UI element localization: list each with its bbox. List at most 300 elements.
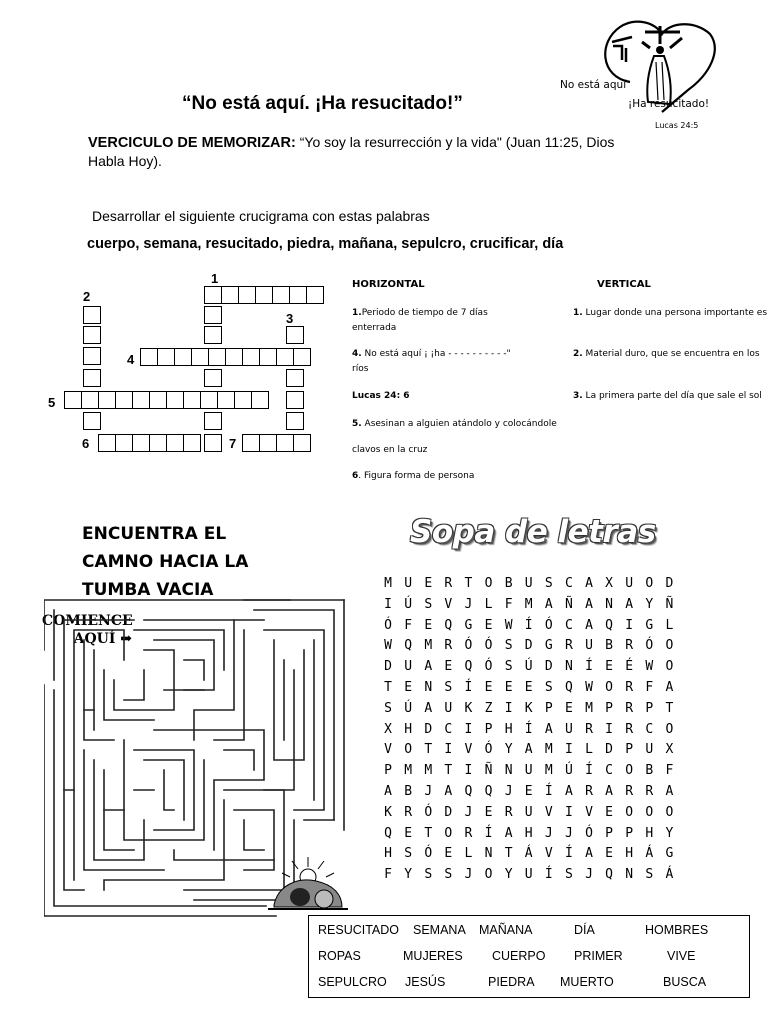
word-search-letter[interactable]: É bbox=[625, 659, 634, 675]
word-search-letter[interactable]: Ú bbox=[404, 596, 413, 612]
crossword-cell[interactable] bbox=[286, 326, 304, 344]
word-search-letter[interactable]: D bbox=[605, 742, 613, 758]
word-search-letter[interactable]: Í bbox=[544, 784, 553, 799]
word-search-letter[interactable]: B bbox=[605, 638, 613, 654]
crossword-cell[interactable] bbox=[225, 348, 243, 366]
crossword-cell[interactable] bbox=[204, 306, 222, 324]
word-search-letter[interactable]: Í bbox=[585, 659, 593, 675]
word-search-letter[interactable]: Q bbox=[464, 659, 473, 675]
verse-label: VERCICULO DE MEMORIZAR: bbox=[88, 135, 296, 151]
word-search-letter[interactable]: C bbox=[564, 576, 573, 591]
word-search-letter[interactable]: E bbox=[444, 846, 453, 862]
word-search-letter[interactable]: A bbox=[524, 742, 533, 758]
word-search-letter[interactable]: H bbox=[625, 846, 634, 862]
word-search-letter[interactable]: X bbox=[605, 576, 613, 591]
word-search-letter[interactable]: Ó bbox=[424, 846, 433, 862]
crossword-cell[interactable] bbox=[115, 391, 133, 409]
word-search-letter[interactable]: N bbox=[484, 846, 493, 862]
word-search-letter[interactable]: Ó bbox=[544, 617, 553, 633]
word-search-letter[interactable]: R bbox=[504, 804, 513, 820]
word-search-letter[interactable]: M bbox=[544, 763, 553, 779]
word-search-letter[interactable]: W bbox=[645, 659, 654, 675]
word-search-letter[interactable]: M bbox=[384, 576, 392, 591]
word-search-letter[interactable]: W bbox=[384, 638, 392, 654]
word-search-letter[interactable]: A bbox=[585, 846, 593, 862]
word-search-letter[interactable]: S bbox=[444, 867, 453, 883]
crossword-cell[interactable] bbox=[132, 434, 150, 452]
word-search-letter[interactable]: E bbox=[524, 784, 533, 799]
word-bank-item: ROPAS bbox=[318, 949, 361, 963]
word-search-letter[interactable]: O bbox=[444, 825, 453, 841]
word-search-letter[interactable]: Ñ bbox=[564, 596, 573, 612]
crossword-cell[interactable] bbox=[286, 391, 304, 409]
word-search-letter[interactable]: E bbox=[605, 846, 613, 862]
word-search-letter[interactable]: V bbox=[544, 804, 553, 820]
word-bank-item: PRIMER bbox=[574, 949, 623, 963]
word-search-letter[interactable]: A bbox=[444, 784, 453, 799]
word-search-letter[interactable]: O bbox=[665, 659, 674, 675]
clue-number-1: 1 bbox=[211, 271, 219, 286]
crossword-cell[interactable] bbox=[238, 286, 256, 304]
crossword-cell[interactable] bbox=[83, 369, 101, 387]
word-search-letter[interactable]: I bbox=[444, 742, 453, 758]
word-search-letter[interactable]: K bbox=[384, 804, 392, 820]
word-search-letter[interactable]: G bbox=[645, 617, 654, 633]
word-search-letter[interactable]: E bbox=[484, 617, 493, 633]
word-search-letter[interactable]: S bbox=[424, 596, 433, 612]
word-search-letter[interactable]: D bbox=[444, 804, 453, 820]
word-bank-item: PIEDRA bbox=[488, 975, 535, 989]
word-search-letter[interactable]: E bbox=[605, 659, 613, 675]
word-search-letter[interactable]: U bbox=[524, 763, 533, 779]
word-search-letter[interactable]: Ó bbox=[424, 804, 433, 820]
crossword-cell[interactable] bbox=[98, 434, 116, 452]
word-search-letter[interactable]: J bbox=[504, 784, 513, 799]
word-search-letter[interactable]: A bbox=[544, 596, 553, 612]
crossword-cell[interactable] bbox=[83, 347, 101, 365]
crossword-cell[interactable] bbox=[191, 348, 209, 366]
word-search-letter[interactable]: A bbox=[585, 576, 593, 591]
crossword-cell[interactable] bbox=[221, 286, 239, 304]
word-search-letter[interactable]: R bbox=[625, 700, 634, 716]
word-search-letter[interactable]: R bbox=[625, 680, 634, 695]
word-search-letter[interactable]: I bbox=[564, 742, 573, 758]
word-search-letter[interactable]: Q bbox=[404, 638, 413, 654]
word-search-letter[interactable]: R bbox=[585, 784, 593, 799]
word-search-letter[interactable]: S bbox=[504, 659, 513, 675]
word-search-letter[interactable]: Ó bbox=[484, 659, 493, 675]
word-search-letter[interactable]: W bbox=[585, 680, 593, 695]
word-search-letter[interactable]: M bbox=[404, 763, 413, 779]
word-search-letter[interactable]: S bbox=[404, 846, 413, 862]
word-search-letter[interactable]: J bbox=[544, 825, 553, 841]
word-search-letter[interactable]: E bbox=[524, 680, 533, 695]
word-search-letter[interactable]: Z bbox=[484, 700, 493, 716]
word-search-letter[interactable]: O bbox=[665, 721, 674, 737]
word-search-letter[interactable]: F bbox=[645, 680, 654, 695]
crossword-cell[interactable] bbox=[204, 326, 222, 344]
crossword-cell[interactable] bbox=[204, 369, 222, 387]
word-search-letter[interactable]: R bbox=[645, 784, 654, 799]
word-search-letter[interactable]: O bbox=[605, 680, 613, 695]
word-search-letter[interactable]: X bbox=[384, 721, 392, 737]
word-search-letter[interactable]: O bbox=[484, 576, 493, 591]
word-search-letter[interactable]: Y bbox=[504, 742, 513, 758]
word-search-letter[interactable]: S bbox=[504, 638, 513, 654]
word-search-letter[interactable]: E bbox=[504, 680, 513, 695]
crossword-cell[interactable] bbox=[293, 348, 311, 366]
word-search-letter[interactable]: S bbox=[384, 700, 392, 716]
word-search-letter[interactable]: Ó bbox=[384, 617, 392, 633]
word-search-letter[interactable]: V bbox=[384, 742, 392, 758]
word-search-letter[interactable]: Q bbox=[605, 617, 613, 633]
crossword-cell[interactable] bbox=[286, 412, 304, 430]
word-search-row bbox=[378, 597, 698, 612]
word-search-letter[interactable]: R bbox=[444, 638, 453, 654]
word-search-letter[interactable]: O bbox=[645, 576, 654, 591]
word-search-letter[interactable]: A bbox=[384, 784, 392, 799]
word-search-letter[interactable]: Á bbox=[645, 846, 654, 862]
crossword-cell[interactable] bbox=[157, 348, 175, 366]
word-search-letter[interactable]: V bbox=[585, 804, 593, 820]
word-search-letter[interactable]: Á bbox=[524, 846, 533, 862]
word-search-letter[interactable]: A bbox=[504, 825, 513, 841]
word-search-letter[interactable]: U bbox=[524, 804, 533, 820]
word-search-letter[interactable]: V bbox=[444, 596, 453, 612]
word-search-letter[interactable]: A bbox=[585, 617, 593, 633]
word-search-letter[interactable]: E bbox=[404, 825, 413, 841]
word-search-letter[interactable]: R bbox=[464, 825, 473, 841]
word-search-letter[interactable]: A bbox=[424, 700, 433, 716]
word-search-letter[interactable]: B bbox=[645, 763, 654, 779]
crossword-cell[interactable] bbox=[204, 286, 222, 304]
word-search-letter[interactable]: N bbox=[625, 867, 634, 883]
crossword-cell[interactable] bbox=[81, 391, 99, 409]
word-search-letter[interactable]: E bbox=[484, 680, 493, 695]
crossword-cell[interactable] bbox=[242, 434, 260, 452]
word-search-letter[interactable]: R bbox=[585, 721, 593, 737]
word-search-letter[interactable]: J bbox=[464, 596, 473, 612]
word-search-letter[interactable]: I bbox=[564, 804, 573, 820]
word-search-letter[interactable]: L bbox=[585, 742, 593, 758]
word-search-letter[interactable]: L bbox=[665, 617, 674, 633]
word-search-letter[interactable]: R bbox=[564, 638, 573, 654]
word-search-letter[interactable]: T bbox=[424, 742, 433, 758]
word-search-letter[interactable]: M bbox=[585, 700, 593, 716]
crossword-cell[interactable] bbox=[276, 434, 294, 452]
crossword-cell[interactable] bbox=[200, 391, 218, 409]
word-search-letter[interactable]: C bbox=[605, 763, 613, 779]
word-search-letter[interactable]: Q bbox=[464, 784, 473, 799]
word-search-letter[interactable]: N bbox=[504, 763, 513, 779]
crossword-cell[interactable] bbox=[183, 434, 201, 452]
word-search-letter[interactable]: Y bbox=[504, 867, 513, 883]
word-search-letter[interactable]: H bbox=[645, 825, 654, 841]
word-search-letter[interactable]: U bbox=[404, 576, 413, 591]
crossword-cell[interactable] bbox=[251, 391, 269, 409]
word-search-letter[interactable]: Í bbox=[464, 680, 473, 695]
word-search-letter[interactable]: E bbox=[424, 617, 433, 633]
word-search-letter[interactable]: A bbox=[605, 784, 613, 799]
word-search-letter[interactable]: X bbox=[665, 742, 674, 758]
crossword-cell[interactable] bbox=[293, 434, 311, 452]
word-search-letter[interactable]: P bbox=[605, 825, 613, 841]
word-search-row bbox=[378, 867, 698, 882]
word-search-letter[interactable]: Ó bbox=[645, 638, 654, 654]
word-search-letter[interactable]: A bbox=[564, 784, 573, 799]
word-search-letter[interactable]: N bbox=[605, 596, 613, 612]
word-search-letter[interactable]: U bbox=[444, 700, 453, 716]
word-search-letter[interactable]: R bbox=[404, 804, 413, 820]
word-search-letter[interactable]: P bbox=[605, 700, 613, 716]
word-search-letter[interactable]: Ó bbox=[484, 742, 493, 758]
word-search-letter[interactable]: W bbox=[504, 617, 513, 633]
word-search-letter[interactable]: O bbox=[665, 638, 674, 654]
word-search-letter[interactable]: D bbox=[424, 721, 433, 737]
word-search-letter[interactable]: K bbox=[464, 700, 473, 716]
word-search-letter[interactable]: V bbox=[464, 742, 473, 758]
word-search-letter[interactable]: U bbox=[645, 742, 654, 758]
word-search-letter[interactable]: Í bbox=[524, 617, 533, 633]
crossword-cell[interactable] bbox=[83, 412, 101, 430]
word-search-letter[interactable]: G bbox=[464, 617, 473, 633]
horizontal-clue-5-cont: clavos en la cruz bbox=[352, 445, 428, 455]
crossword-cell[interactable] bbox=[115, 434, 133, 452]
word-search-letter[interactable]: M bbox=[424, 638, 433, 654]
word-search-letter[interactable]: H bbox=[524, 825, 533, 841]
word-search-letter[interactable]: Í bbox=[585, 763, 593, 779]
crossword-cell[interactable] bbox=[272, 286, 290, 304]
crossword-cell[interactable] bbox=[166, 434, 184, 452]
word-search-letter[interactable]: I bbox=[464, 763, 473, 779]
word-search-letter[interactable]: Ó bbox=[484, 638, 493, 654]
word-search-row bbox=[378, 742, 698, 757]
word-search-letter[interactable]: Q bbox=[384, 825, 392, 841]
word-search-letter[interactable]: E bbox=[424, 576, 433, 591]
word-search-letter[interactable]: U bbox=[585, 638, 593, 654]
word-search-letter[interactable]: M bbox=[524, 596, 533, 612]
word-search-letter[interactable]: N bbox=[564, 659, 573, 675]
crossword-cell[interactable] bbox=[208, 348, 226, 366]
verse-text: “Yo soy la resurrección y la vida" (Juan 11:25, Dios Habla Hoy). bbox=[88, 134, 615, 169]
word-search-letter[interactable]: Q bbox=[605, 867, 613, 883]
crossword-cell[interactable] bbox=[149, 391, 167, 409]
crossword-cell[interactable] bbox=[83, 326, 101, 344]
word-search-letter[interactable]: Ú bbox=[564, 763, 573, 779]
word-search-letter[interactable]: J bbox=[464, 804, 473, 820]
crossword-cell[interactable] bbox=[98, 391, 116, 409]
word-search-letter[interactable]: M bbox=[544, 742, 553, 758]
word-search-letter[interactable]: D bbox=[524, 638, 533, 654]
crossword-cell[interactable] bbox=[242, 348, 260, 366]
word-search-letter[interactable]: Í bbox=[524, 721, 533, 737]
word-search-letter[interactable]: C bbox=[645, 721, 654, 737]
word-search-letter[interactable]: L bbox=[484, 596, 493, 612]
crossword-cell[interactable] bbox=[217, 391, 235, 409]
crossword-cell[interactable] bbox=[140, 348, 158, 366]
word-search-letter[interactable]: A bbox=[665, 680, 674, 695]
word-search-letter[interactable]: C bbox=[564, 617, 573, 633]
word-search-letter[interactable]: F bbox=[665, 763, 674, 779]
crossword-cell[interactable] bbox=[149, 434, 167, 452]
word-search-letter[interactable]: P bbox=[484, 721, 493, 737]
word-search-letter[interactable]: L bbox=[464, 846, 473, 862]
crossword-cell[interactable] bbox=[255, 286, 273, 304]
word-search-letter[interactable]: J bbox=[564, 825, 573, 841]
word-search-letter[interactable]: J bbox=[585, 867, 593, 883]
crossword-cell[interactable] bbox=[289, 286, 307, 304]
word-search-letter[interactable]: P bbox=[645, 700, 654, 716]
word-search-row bbox=[378, 638, 698, 653]
word-search-letter[interactable]: Ñ bbox=[484, 763, 493, 779]
word-search-letter[interactable]: U bbox=[564, 721, 573, 737]
word-search-letter[interactable]: T bbox=[444, 763, 453, 779]
word-search-letter[interactable]: O bbox=[484, 867, 493, 883]
word-bank-item: SEMANA bbox=[413, 923, 466, 937]
word-search-letter[interactable]: I bbox=[504, 700, 513, 716]
word-search-letter[interactable]: T bbox=[384, 680, 392, 695]
word-search-letter[interactable]: Ñ bbox=[665, 596, 674, 612]
word-bank-item: CUERPO bbox=[492, 949, 546, 963]
word-search-letter[interactable]: T bbox=[424, 825, 433, 841]
word-search-letter[interactable]: Í bbox=[484, 825, 493, 841]
crossword-cell[interactable] bbox=[64, 391, 82, 409]
word-search-letter[interactable]: F bbox=[504, 596, 513, 612]
word-search-letter[interactable]: O bbox=[665, 804, 674, 820]
word-search-letter[interactable]: Y bbox=[665, 825, 674, 841]
word-search-letter[interactable]: A bbox=[625, 596, 634, 612]
word-search-letter[interactable]: S bbox=[544, 680, 553, 695]
word-search-letter[interactable]: D bbox=[544, 659, 553, 675]
word-search-letter[interactable]: C bbox=[444, 721, 453, 737]
word-search-letter[interactable]: G bbox=[544, 638, 553, 654]
word-search-letter[interactable]: A bbox=[544, 721, 553, 737]
crossword-cell[interactable] bbox=[259, 348, 277, 366]
word-search-letter[interactable]: F bbox=[404, 617, 413, 633]
risen-christ-logo bbox=[560, 12, 730, 134]
crossword-cell[interactable] bbox=[286, 369, 304, 387]
word-search-letter[interactable]: H bbox=[504, 721, 513, 737]
word-bank-item: MAÑANA bbox=[479, 923, 533, 937]
clue-number-7: 7 bbox=[229, 436, 237, 451]
word-search-letter[interactable]: Q bbox=[444, 617, 453, 633]
word-search-letter[interactable]: T bbox=[464, 576, 473, 591]
word-search-letter[interactable]: I bbox=[384, 596, 392, 612]
word-search-letter[interactable]: U bbox=[625, 576, 634, 591]
crossword-cell[interactable] bbox=[204, 412, 222, 430]
word-search-letter[interactable]: J bbox=[424, 784, 433, 799]
word-search-letter[interactable]: E bbox=[404, 680, 413, 695]
word-search-letter[interactable]: I bbox=[625, 617, 634, 633]
word-search-letter[interactable]: Y bbox=[645, 596, 654, 612]
crossword-cell[interactable] bbox=[166, 391, 184, 409]
word-search-letter[interactable]: T bbox=[504, 846, 513, 862]
word-search-letter[interactable]: U bbox=[524, 576, 533, 591]
crossword-cell[interactable] bbox=[259, 434, 277, 452]
word-search-letter[interactable]: S bbox=[645, 867, 654, 883]
word-search-letter[interactable]: D bbox=[384, 659, 392, 675]
word-search-letter[interactable]: A bbox=[424, 659, 433, 675]
word-search-letter[interactable]: R bbox=[625, 784, 634, 799]
word-search-letter[interactable]: H bbox=[404, 721, 413, 737]
crossword-cell[interactable] bbox=[204, 434, 222, 452]
word-search-letter[interactable]: Ú bbox=[404, 700, 413, 716]
word-search-letter[interactable]: I bbox=[605, 721, 613, 737]
word-search-letter[interactable]: E bbox=[564, 700, 573, 716]
word-search-letter[interactable]: Q bbox=[564, 680, 573, 695]
word-search-letter[interactable]: S bbox=[444, 680, 453, 695]
word-search-letter[interactable]: A bbox=[585, 596, 593, 612]
word-search-letter[interactable]: S bbox=[544, 576, 553, 591]
word-search-letter[interactable]: Í bbox=[564, 846, 573, 862]
word-search-letter[interactable]: Ú bbox=[524, 659, 533, 675]
word-search-letter[interactable]: E bbox=[484, 804, 493, 820]
word-search-letter[interactable]: E bbox=[444, 659, 453, 675]
word-search-letter[interactable]: V bbox=[544, 846, 553, 862]
crossword-cell[interactable] bbox=[83, 306, 101, 324]
word-search-letter[interactable]: O bbox=[645, 804, 654, 820]
word-search-letter[interactable]: Ó bbox=[464, 638, 473, 654]
word-search-letter[interactable]: F bbox=[384, 867, 392, 883]
maze-start-label: COMIENCE AQUÍ ➡ bbox=[42, 613, 133, 647]
word-search-letter[interactable]: B bbox=[404, 784, 413, 799]
word-search-letter[interactable]: J bbox=[464, 867, 473, 883]
word-search-letter[interactable]: O bbox=[625, 804, 634, 820]
crossword-cell[interactable] bbox=[306, 286, 324, 304]
word-search-letter[interactable]: R bbox=[625, 721, 634, 737]
word-search-letter[interactable]: P bbox=[544, 700, 553, 716]
word-search-letter[interactable]: Y bbox=[404, 867, 413, 883]
word-search-letter[interactable]: Á bbox=[665, 867, 674, 883]
word-search-row bbox=[378, 846, 698, 861]
word-search-row bbox=[378, 805, 698, 820]
word-search-letter[interactable]: P bbox=[384, 763, 392, 779]
word-search-letter[interactable]: R bbox=[625, 638, 634, 654]
word-search-letter[interactable]: T bbox=[665, 700, 674, 716]
word-search-letter[interactable]: R bbox=[444, 576, 453, 591]
word-search-letter[interactable]: B bbox=[504, 576, 513, 591]
crossword-cell[interactable] bbox=[234, 391, 252, 409]
word-search-letter[interactable]: A bbox=[665, 784, 674, 799]
word-search-letter[interactable]: D bbox=[665, 576, 674, 591]
word-search-letter[interactable]: I bbox=[464, 721, 473, 737]
word-search-letter[interactable]: U bbox=[524, 867, 533, 883]
word-search-letter[interactable]: O bbox=[625, 763, 634, 779]
maze-title: ENCUENTRA EL CAMNO HACIA LA TUMBA VACIA bbox=[82, 524, 249, 600]
word-search-letter[interactable]: Ó bbox=[585, 825, 593, 841]
crossword-cell[interactable] bbox=[183, 391, 201, 409]
word-search-letter[interactable]: S bbox=[564, 867, 573, 883]
word-search-row bbox=[378, 784, 698, 799]
word-search-letter[interactable]: G bbox=[665, 846, 674, 862]
word-search-letter[interactable]: P bbox=[625, 742, 634, 758]
word-search-letter[interactable]: Í bbox=[544, 867, 553, 883]
word-search-letter[interactable]: K bbox=[524, 700, 533, 716]
word-search-letter[interactable]: E bbox=[605, 804, 613, 820]
word-search-letter[interactable]: O bbox=[404, 742, 413, 758]
crossword-cell[interactable] bbox=[132, 391, 150, 409]
word-search-letter[interactable]: M bbox=[424, 763, 433, 779]
crossword-cell[interactable] bbox=[276, 348, 294, 366]
word-search-letter[interactable]: Q bbox=[484, 784, 493, 799]
word-search-letter[interactable]: H bbox=[384, 846, 392, 862]
word-search-letter[interactable]: U bbox=[404, 659, 413, 675]
word-search-letter[interactable]: N bbox=[424, 680, 433, 695]
instructions: Desarrollar el siguiente crucigrama con estas palabras bbox=[92, 208, 430, 224]
word-search-letter[interactable]: P bbox=[625, 825, 634, 841]
crossword-cell[interactable] bbox=[174, 348, 192, 366]
word-search-letter[interactable]: S bbox=[424, 867, 433, 883]
